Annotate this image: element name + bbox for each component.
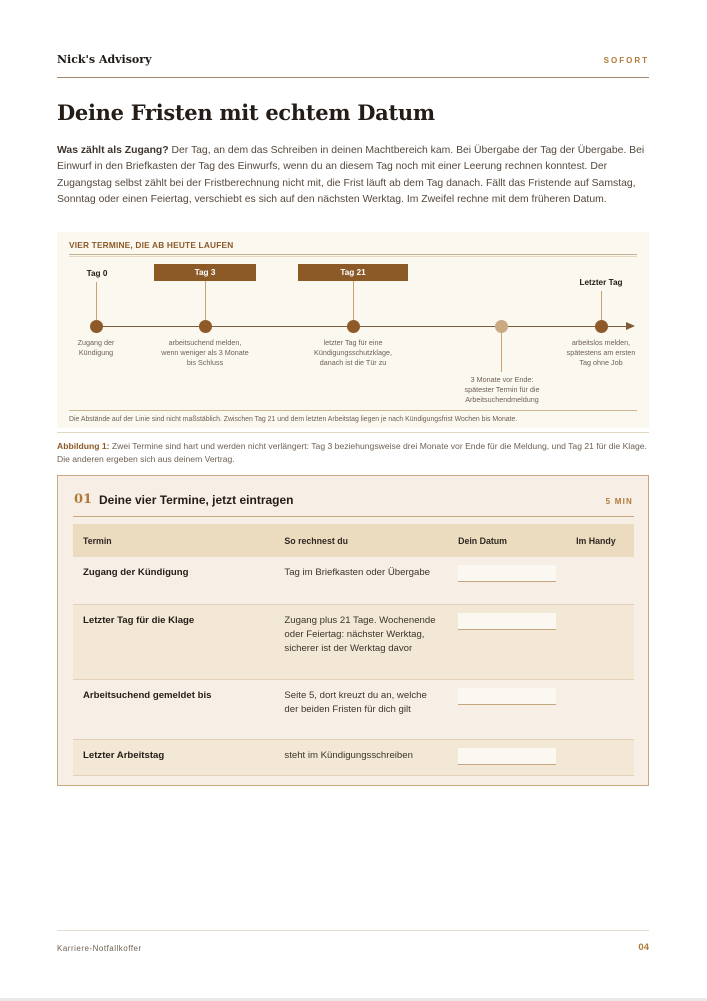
timeline-connector — [601, 291, 602, 320]
task-duration: 5 MIN — [605, 497, 633, 506]
row-phone-cell — [566, 679, 634, 739]
figure-divider — [69, 254, 637, 255]
figure-note: Die Abstände auf der Linie sind nicht maßstäblich. Zwischen Tag 21 und dem letzten Arbeitstag liegen je nach Kündigungsfrist Wochen bis Monate. — [69, 416, 518, 423]
timeline-tag-last-day: Letzter Tag — [579, 278, 623, 287]
intro-text: Der Tag, an dem das Schreiben in deinen Machtbereich kam. Bei Übergabe der Tag der Übergabe. Bei Einwurf in den Briefkasten der Tag des Einwurfs, wenn du an diesem Tag noch mit einer Leerung rechnen konntest. Der Zugangstag selbst zählt bei der Fristberechnung nicht mit, die Frist läuft ab dem Tag danach. Fällt das Fristende auf Samstag, Sonntag oder einen Feiertag, verschiebt es sich auf den nächsten Werktag. Im Zweifel rechne mit dem früheren Datum. — [57, 145, 645, 205]
page-header — [57, 51, 649, 78]
row-how: Zugang plus 21 Tage. Wochenende oder Feiertag: nächster Werktag, sicherer ist der Werktag davor — [274, 604, 448, 679]
intro-lead: Was zählt als Zugang? — [57, 145, 169, 156]
row-phone-cell — [566, 739, 634, 775]
timeline-marker — [90, 320, 103, 333]
urgency-badge: SOFORT — [603, 56, 649, 65]
column-header-handy: Im Handy — [566, 524, 634, 557]
timeline-tag-day21: Tag 21 — [298, 264, 408, 281]
timeline-marker — [347, 320, 360, 333]
task-divider — [73, 516, 634, 517]
table-row — [73, 604, 634, 679]
timeline-axis — [96, 326, 627, 327]
page-number: 04 — [638, 942, 649, 953]
figure-bottom-rule — [69, 410, 637, 411]
date-input[interactable] — [458, 565, 556, 582]
task-number: 01 — [74, 492, 93, 507]
intro-paragraph — [57, 143, 649, 208]
task-box — [57, 475, 649, 786]
timeline-label-arbeitslos: arbeitslos melden, spätestens am ersten Tag ohne Job — [566, 338, 636, 367]
timeline-arrow-icon — [626, 322, 635, 330]
row-term: Arbeitsuchend gemeldet bis — [73, 679, 274, 739]
timeline-figure — [57, 232, 649, 428]
timeline-connector — [205, 281, 206, 320]
date-input[interactable] — [458, 748, 556, 765]
date-input[interactable] — [458, 688, 556, 705]
column-header-termin: Termin — [73, 524, 274, 557]
timeline-connector — [96, 282, 97, 320]
timeline-label-zugang: Zugang der Kündigung — [77, 338, 115, 357]
figure-divider-light — [69, 256, 637, 257]
page-title: Deine Fristen mit echtem Datum — [57, 100, 435, 125]
timeline-marker — [595, 320, 608, 333]
column-header-rechnung: So rechnest du — [274, 524, 448, 557]
row-date-cell — [448, 679, 566, 739]
footer-title: Karriere-Notfallkoffer — [57, 944, 142, 953]
deadline-table — [73, 524, 634, 776]
footer-divider — [57, 930, 649, 931]
row-how: steht im Kündigungsschreiben — [274, 739, 448, 775]
caption-label: Abbildung 1: — [57, 441, 110, 451]
timeline-marker — [199, 320, 212, 333]
brand-name: Nick's Advisory — [57, 53, 152, 66]
caption-text: Zwei Termine sind hart und werden nicht verlängert: Tag 3 beziehungsweise drei Monate vor Ende für die Meldung, und Tag 21 für die Klage. Die anderen ergeben sich aus deinem Vertrag. — [57, 441, 647, 464]
timeline-connector — [501, 332, 502, 372]
timeline-label-arbeitsuchend: arbeitsuchend melden, wenn weniger als 3 Monate bis Schluss — [161, 338, 249, 367]
timeline-tag-day3: Tag 3 — [154, 264, 256, 281]
row-term: Letzter Tag für die Klage — [73, 604, 274, 679]
row-how: Seite 5, dort kreuzt du an, welche der beiden Fristen für dich gilt — [274, 679, 448, 739]
column-header-datum: Dein Datum — [448, 524, 566, 557]
date-input[interactable] — [458, 613, 556, 630]
table-row — [73, 739, 634, 775]
row-term: Letzter Arbeitstag — [73, 739, 274, 775]
timeline-label-klage: letzter Tag für eine Kündigungsschutzklage, danach ist die Tür zu — [314, 338, 392, 367]
timeline-connector — [353, 281, 354, 320]
timeline-marker — [495, 320, 508, 333]
row-term: Zugang der Kündigung — [73, 557, 274, 604]
row-date-cell — [448, 739, 566, 775]
row-phone-cell — [566, 604, 634, 679]
row-phone-cell — [566, 557, 634, 604]
table-row — [73, 557, 634, 604]
row-how: Tag im Briefkasten oder Übergabe — [274, 557, 448, 604]
table-header-row — [73, 524, 634, 557]
task-title: Deine vier Termine, jetzt eintragen — [99, 493, 294, 507]
row-date-cell — [448, 557, 566, 604]
row-date-cell — [448, 604, 566, 679]
caption-divider — [57, 432, 649, 433]
timeline-tag-day0: Tag 0 — [86, 269, 108, 278]
figure-caption — [57, 440, 649, 465]
table-row — [73, 679, 634, 739]
figure-title: VIER TERMINE, DIE AB HEUTE LAUFEN — [69, 240, 234, 250]
timeline-label-drei-monate: 3 Monate vor Ende: spätester Termin für die Arbeitsuchendmeldung — [464, 375, 540, 404]
